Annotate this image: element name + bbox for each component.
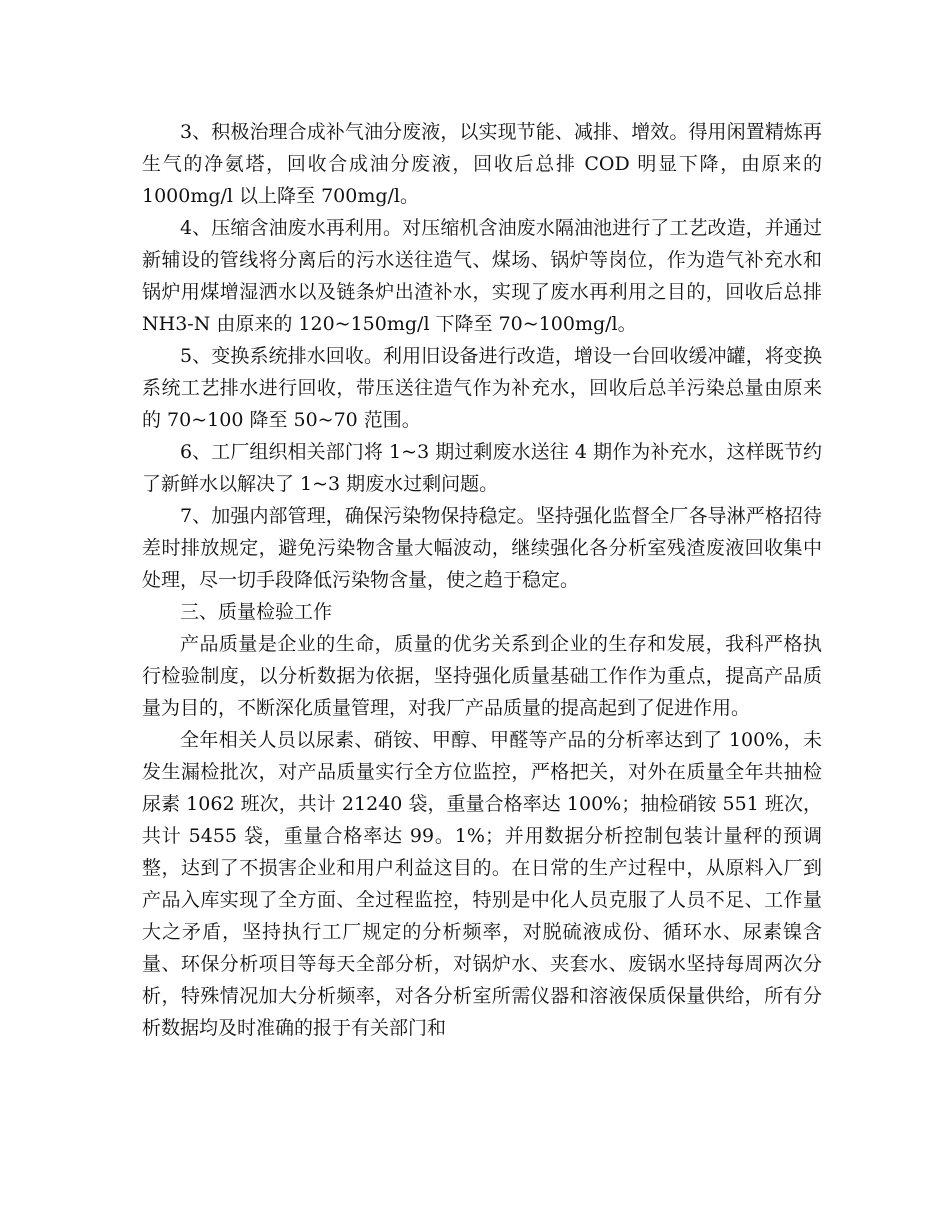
paragraph-item-5: 5、变换系统排水回收。利用旧设备进行改造，增设一台回收缓冲罐，将变换系统工艺排水进行回收，带压送往造气作为补充水，回收后总羊污染总量由原来的 70~100 降至 50~70 范围。 — [142, 345, 822, 431]
paragraph-item-3: 3、积极治理合成补气油分废液，以实现节能、减排、增效。得用闲置精炼再生气的净氨塔，回收合成油分废液，回收后总排 COD 明显下降，由原来的 1000mg/l 以上降至 700mg/l。 — [142, 121, 822, 207]
paragraph-item-7: 7、加强内部管理，确保污染物保持稳定。坚持强化监督全厂各导淋严格招待差时排放规定，避免污染物含量大幅波动，继续强化各分析室残渣废液回收集中处理，尽一切手段降低污染物含量，使之趋于稳定。 — [142, 505, 822, 591]
section-heading: 三、质量检验工作 — [180, 601, 333, 623]
paragraph-item-6: 6、工厂组织相关部门将 1~3 期过剩废水送往 4 期作为补充水，这样既节约了新鲜水以解决了 1~3 期废水过剩问题。 — [142, 441, 822, 495]
section-paragraph-details: 全年相关人员以尿素、硝铵、甲醇、甲醛等产品的分析率达到了 100%，未发生漏检批次，对产品质量实行全方位监控，严格把关，对外在质量全年共抽检尿素 1062 班次，共计 21240 袋，重量合格率达 100%；抽检硝铵 551 班次，共计 5455 袋，重量合格率达 99。1%；并用数据分析控制包装计量秤的预调整，达到了不损害企业和用户利益这目的。在日常的生产过程中，从原料入厂到产品入库实现了全方面、全过程监控，特别是中化人员克服了人员不足、工作量大之矛盾，坚持执行工厂规定的分析频率，对脱硫液成份、循环水、尿素镍含量、环保分析项目等每天全部分析，对锅炉水、夹套水、废锅水坚持每周两次分析，特殊情况加大分析频率，对各分析室所需仪器和溶液保质保量供给，所有分析数据均及时准确的报于有关部门和 — [142, 729, 822, 1039]
document-page — [142, 116, 822, 1044]
paragraph-item-4: 4、压缩含油废水再利用。对压缩机含油废水隔油池进行了工艺改造，并通过新辅设的管线将分离后的污水送往造气、煤场、锅炉等岗位，作为造气补充水和锅炉用煤增湿洒水以及链条炉出渣补水，实现了废水再利用之目的，回收后总排 NH3-N 由原来的 120~150mg/l 下降至 70~100mg/l。 — [142, 217, 822, 335]
section-paragraph-intro: 产品质量是企业的生命，质量的优劣关系到企业的生存和发展，我科严格执行检验制度，以分析数据为依据，坚持强化质量基础工作作为重点，提高产品质量为目的，不断深化质量管理，对我厂产品质量的提高起到了促进作用。 — [142, 633, 822, 719]
